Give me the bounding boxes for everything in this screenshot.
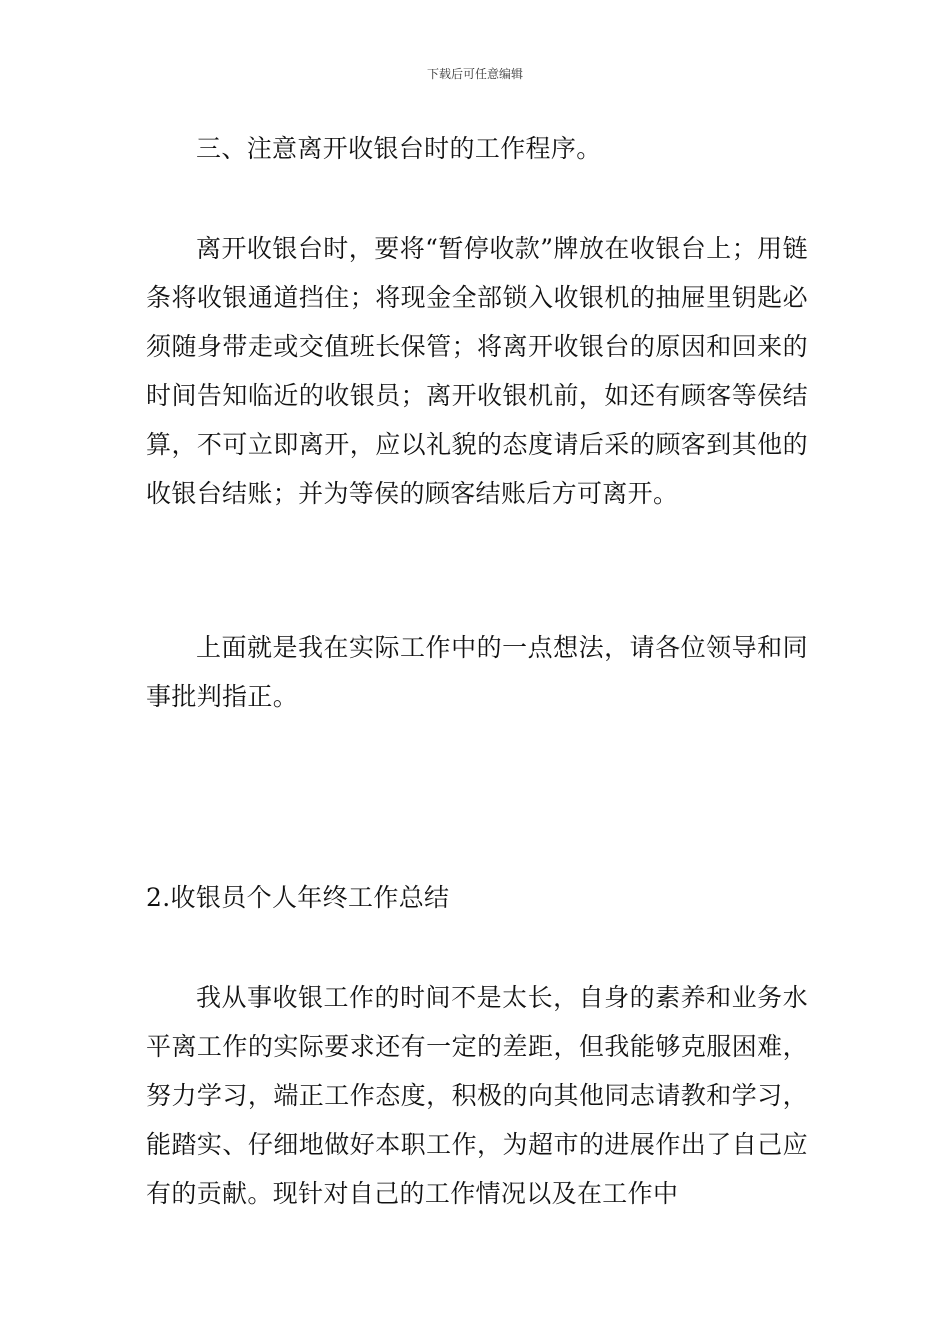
section-title-2: 2.收银员个人年终工作总结 — [146, 883, 450, 912]
section-heading: 三、注意离开收银台时的工作程序。 — [196, 134, 602, 163]
paragraph-leave-procedure: 离开收银台时，要将“暂停收款”牌放在收银台上；用链条将收银通道挡住；将现金全部锁入收银机的抽屉里钥匙必须随身带走或交值班长保管；将离开收银台的原因和回来的时间告知临近的收银员；离开收银机前，如还有顾客等侯结算，不可立即离开，应以礼貌的态度请后采的顾客到其他的收银台结账；并为等侯的顾客结账后方可离开。 — [146, 234, 808, 508]
paragraph-closing: 上面就是我在实际工作中的一点想法，请各位领导和同事批判指正。 — [146, 633, 808, 711]
page-header-note: 下载后可任意编辑 — [426, 67, 523, 81]
paragraph-summary-intro: 我从事收银工作的时间不是太长，自身的素养和业务水平离工作的实际要求还有一定的差距，但我能够克服困难，努力学习，端正工作态度，积极的向其他同志请教和学习，能踏实、仔细地做好本职工作，为超市的进展作出了自己应有的贡献。现针对自己的工作情况以及在工作中 — [146, 983, 808, 1208]
